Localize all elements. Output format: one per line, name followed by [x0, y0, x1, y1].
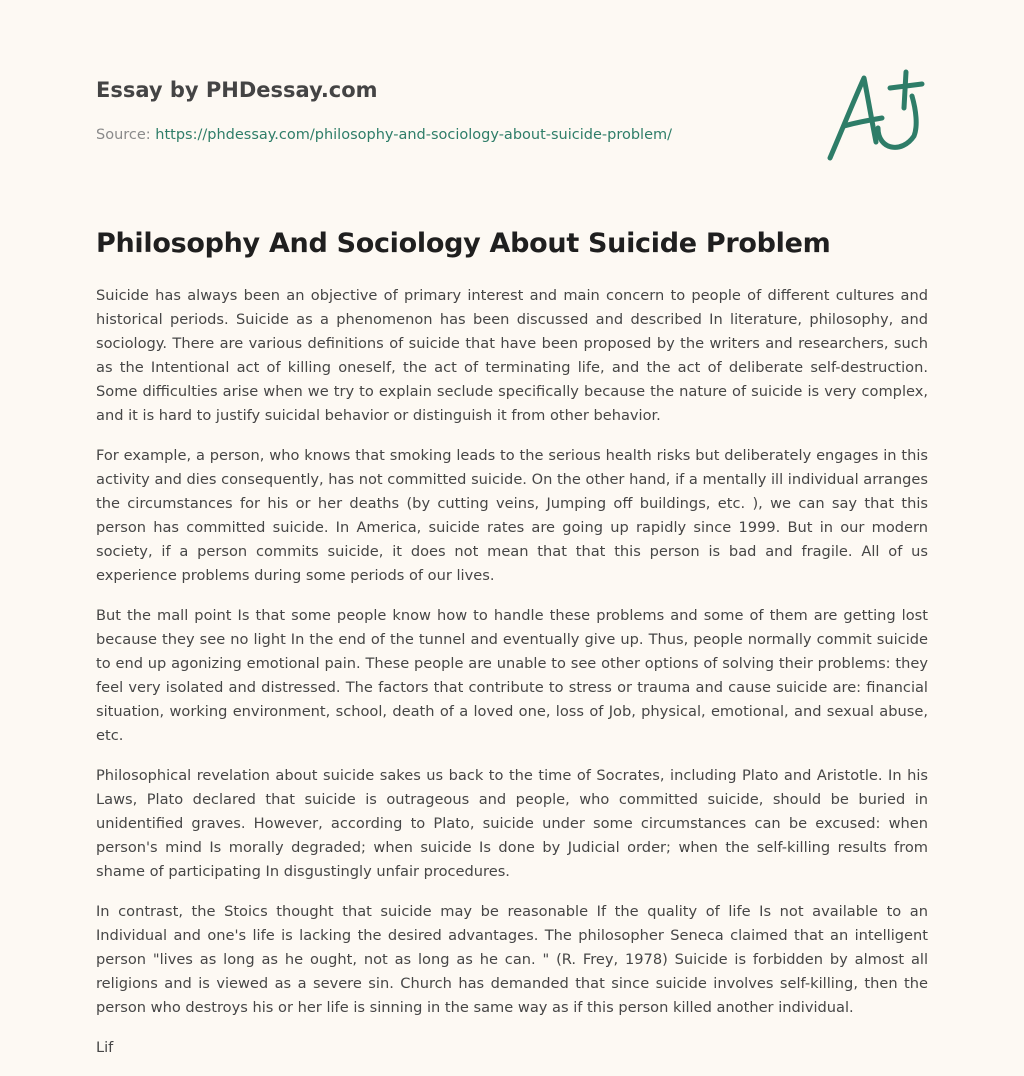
site-title: Essay by PHDessay.com: [96, 78, 378, 102]
essay-paragraph: But the mall point Is that some people know how to handle these problems and some of them are getting lost because they see no light In the end of the tunnel and eventually give up. Thus, people normally commit suicide to end up agonizing emotional pain. These people are unable to see other options of solving their problems: they feel very isolated and distressed. The factors that contribute to stress or trauma and cause suicide are: financial situation, working environment, school, death of a loved one, loss of Job, physical, emotional, and sexual abuse, etc.: [96, 607, 928, 744]
a-plus-logo-icon: [818, 66, 930, 166]
essay-paragraph: In contrast, the Stoics thought that suicide may be reasonable If the quality of life Is not available to an Individual and one's life is lacking the desired advantages. The philosopher Seneca claimed that an intelligent person "lives as long as he ought, not as long as he can. " (R. Frey, 1978) Suicide is forbidden by almost all religions and is viewed as a severe sin. Church has demanded that since suicide involves self-killing, then the person who destroys his or her life is sinning in the same way as if this person killed another individual.: [96, 903, 928, 1016]
essay-paragraph: For example, a person, who knows that smoking leads to the serious health risks but deliberately engages in this activity and dies consequently, has not committed suicide. On the other hand, if a mentally ill individual arranges the circumstances for his or her deaths (by cutting veins, Jumping off buildings, etc. ), we can say that this person has committed suicide. In America, suicide rates are going up rapidly since 1999. But in our modern society, if a person commits suicide, it does not mean that that this person is bad and fragile. All of us experience problems during some periods of our lives.: [96, 447, 928, 584]
essay-article: [96, 224, 928, 1060]
essay-truncated-text: Lif: [96, 1039, 114, 1056]
page-header: [96, 74, 796, 146]
essay-title: Philosophy And Sociology About Suicide Problem: [96, 228, 831, 259]
source-link[interactable]: https://phdessay.com/philosophy-and-sociology-about-suicide-problem/: [155, 127, 673, 143]
essay-paragraph: Philosophical revelation about suicide sakes us back to the time of Socrates, including Plato and Aristotle. In his Laws, Plato declared that suicide is outrageous and people, who committed suicide, should be buried in unidentified graves. However, according to Plato, suicide under some circumstances can be excused: when person's mind Is morally degraded; when suicide Is done by Judicial order; when the self-killing results from shame of participating In disgustingly unfair procedures.: [96, 767, 928, 880]
essay-paragraph: Suicide has always been an objective of primary interest and main concern to people of different cultures and historical periods. Suicide as a phenomenon has been discussed and described In literature, philosophy, and sociology. There are various definitions of suicide that have been proposed by the writers and researchers, such as the Intentional act of killing oneself, the act of terminating life, and the act of deliberate self-destruction. Some difficulties arise when we try to explain seclude specifically because the nature of suicide is very complex, and it is hard to justify suicidal behavior or distinguish it from other behavior.: [96, 287, 928, 424]
source-line: [96, 124, 796, 146]
source-label: Source:: [96, 127, 156, 143]
